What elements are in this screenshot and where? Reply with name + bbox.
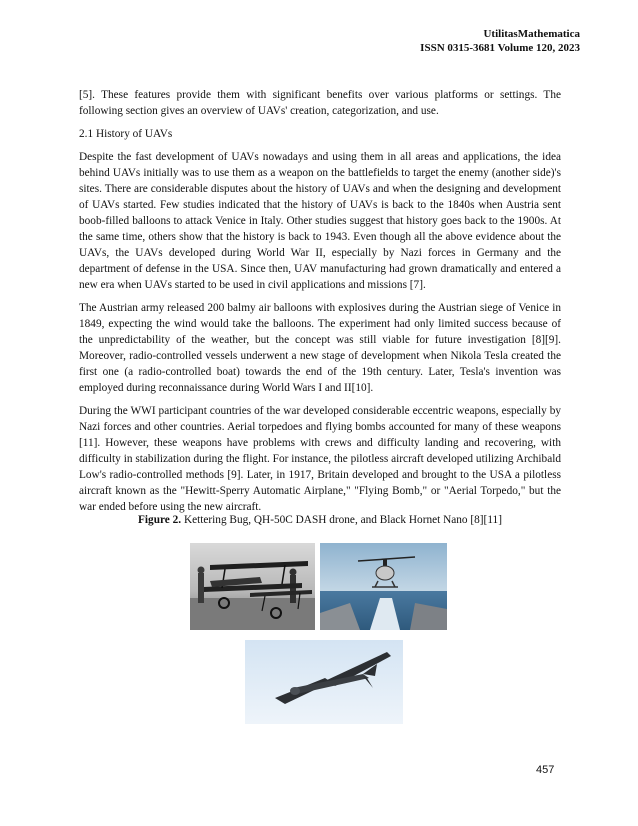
paragraph-intro: [5]. These features provide them with significant benefits over various platforms or settings. The following section gives an overview of UAVs' creation, categorization, and use. bbox=[79, 89, 561, 117]
paragraph-austria: The Austrian army released 200 balmy air balloons with explosives during the Austrian siege of Venice in 1849, expecting the wind would take the balloons. The experiment had only limited success because of the unpredictability of the weather, but the concept was still viable for future investigation [8][9]. Moreover, radio-controlled vessels underwent a new stage of development when Nikola Tesla created the first one (a radio-controlled boat) towards the end of the 19th century. Later, Tesla's invention was employed during reconnaissance during World Wars I and II[10]. bbox=[79, 302, 561, 394]
section-heading: 2.1 History of UAVs bbox=[79, 128, 173, 140]
black-hornet-nano-photo bbox=[245, 640, 403, 724]
figure-label: Figure 2. bbox=[138, 514, 182, 526]
figure-caption bbox=[79, 512, 561, 528]
paragraph-history: Despite the fast development of UAVs nowadays and using them in all areas and applications, the idea behind UAVs initially was to use them as a weapon on the battlefields to target the enemy (another side)'s sites. There are considerable disputes about the history of UAVs and when the designing and development of UAVs started. Few studies indicated that the history of UAVs is back to the 1840s when Austria sent boob-filled balloons to attack Venice in Italy. Other studies suggest that history goes back to the 1900s. At the same time, others show that the history is back to 1943. Even though all the above evidence about the UAVs, the UAVs developed during World War II, especially by Nazi forces in Germany and the department of defense in the USA. Since then, UAV manufacturing had grown dramatically and entered a new era when UAVs started to be used in civil applications and missions [7]. bbox=[79, 151, 561, 291]
page-number: 457 bbox=[536, 764, 555, 776]
figure-caption-text: Kettering Bug, QH-50C DASH drone, and Black Hornet Nano [8][11] bbox=[183, 514, 502, 526]
journal-name: UtilitasMathematica bbox=[483, 28, 580, 40]
body-text bbox=[79, 87, 561, 522]
issn-volume: ISSN 0315-3681 Volume 120, 2023 bbox=[420, 42, 580, 54]
paragraph-wwi: During the WWI participant countries of the war developed considerable eccentric weapons, especially by Nazi forces and other countries. Aerial torpedoes and flying bombs accounted for many of these weapons [11]. However, these weapons have problems with crews and difficulty landing and recovering, with difficulty in stabilization during the flight. For instance, the pilotless aircraft developed utilizing Archibald Low's radio-controlled methods [9]. Later, in 1917, Britain developed and brought to the USA a pilotless aircraft known as the "Hewitt-Sperry Automatic Airplane," "Flying Bomb," or "Aerial Torpedo," but the war ended before using the new aircraft. bbox=[79, 405, 561, 513]
running-header bbox=[420, 27, 580, 55]
kettering-bug-photo bbox=[190, 543, 315, 630]
qh50c-dash-photo bbox=[320, 543, 447, 630]
